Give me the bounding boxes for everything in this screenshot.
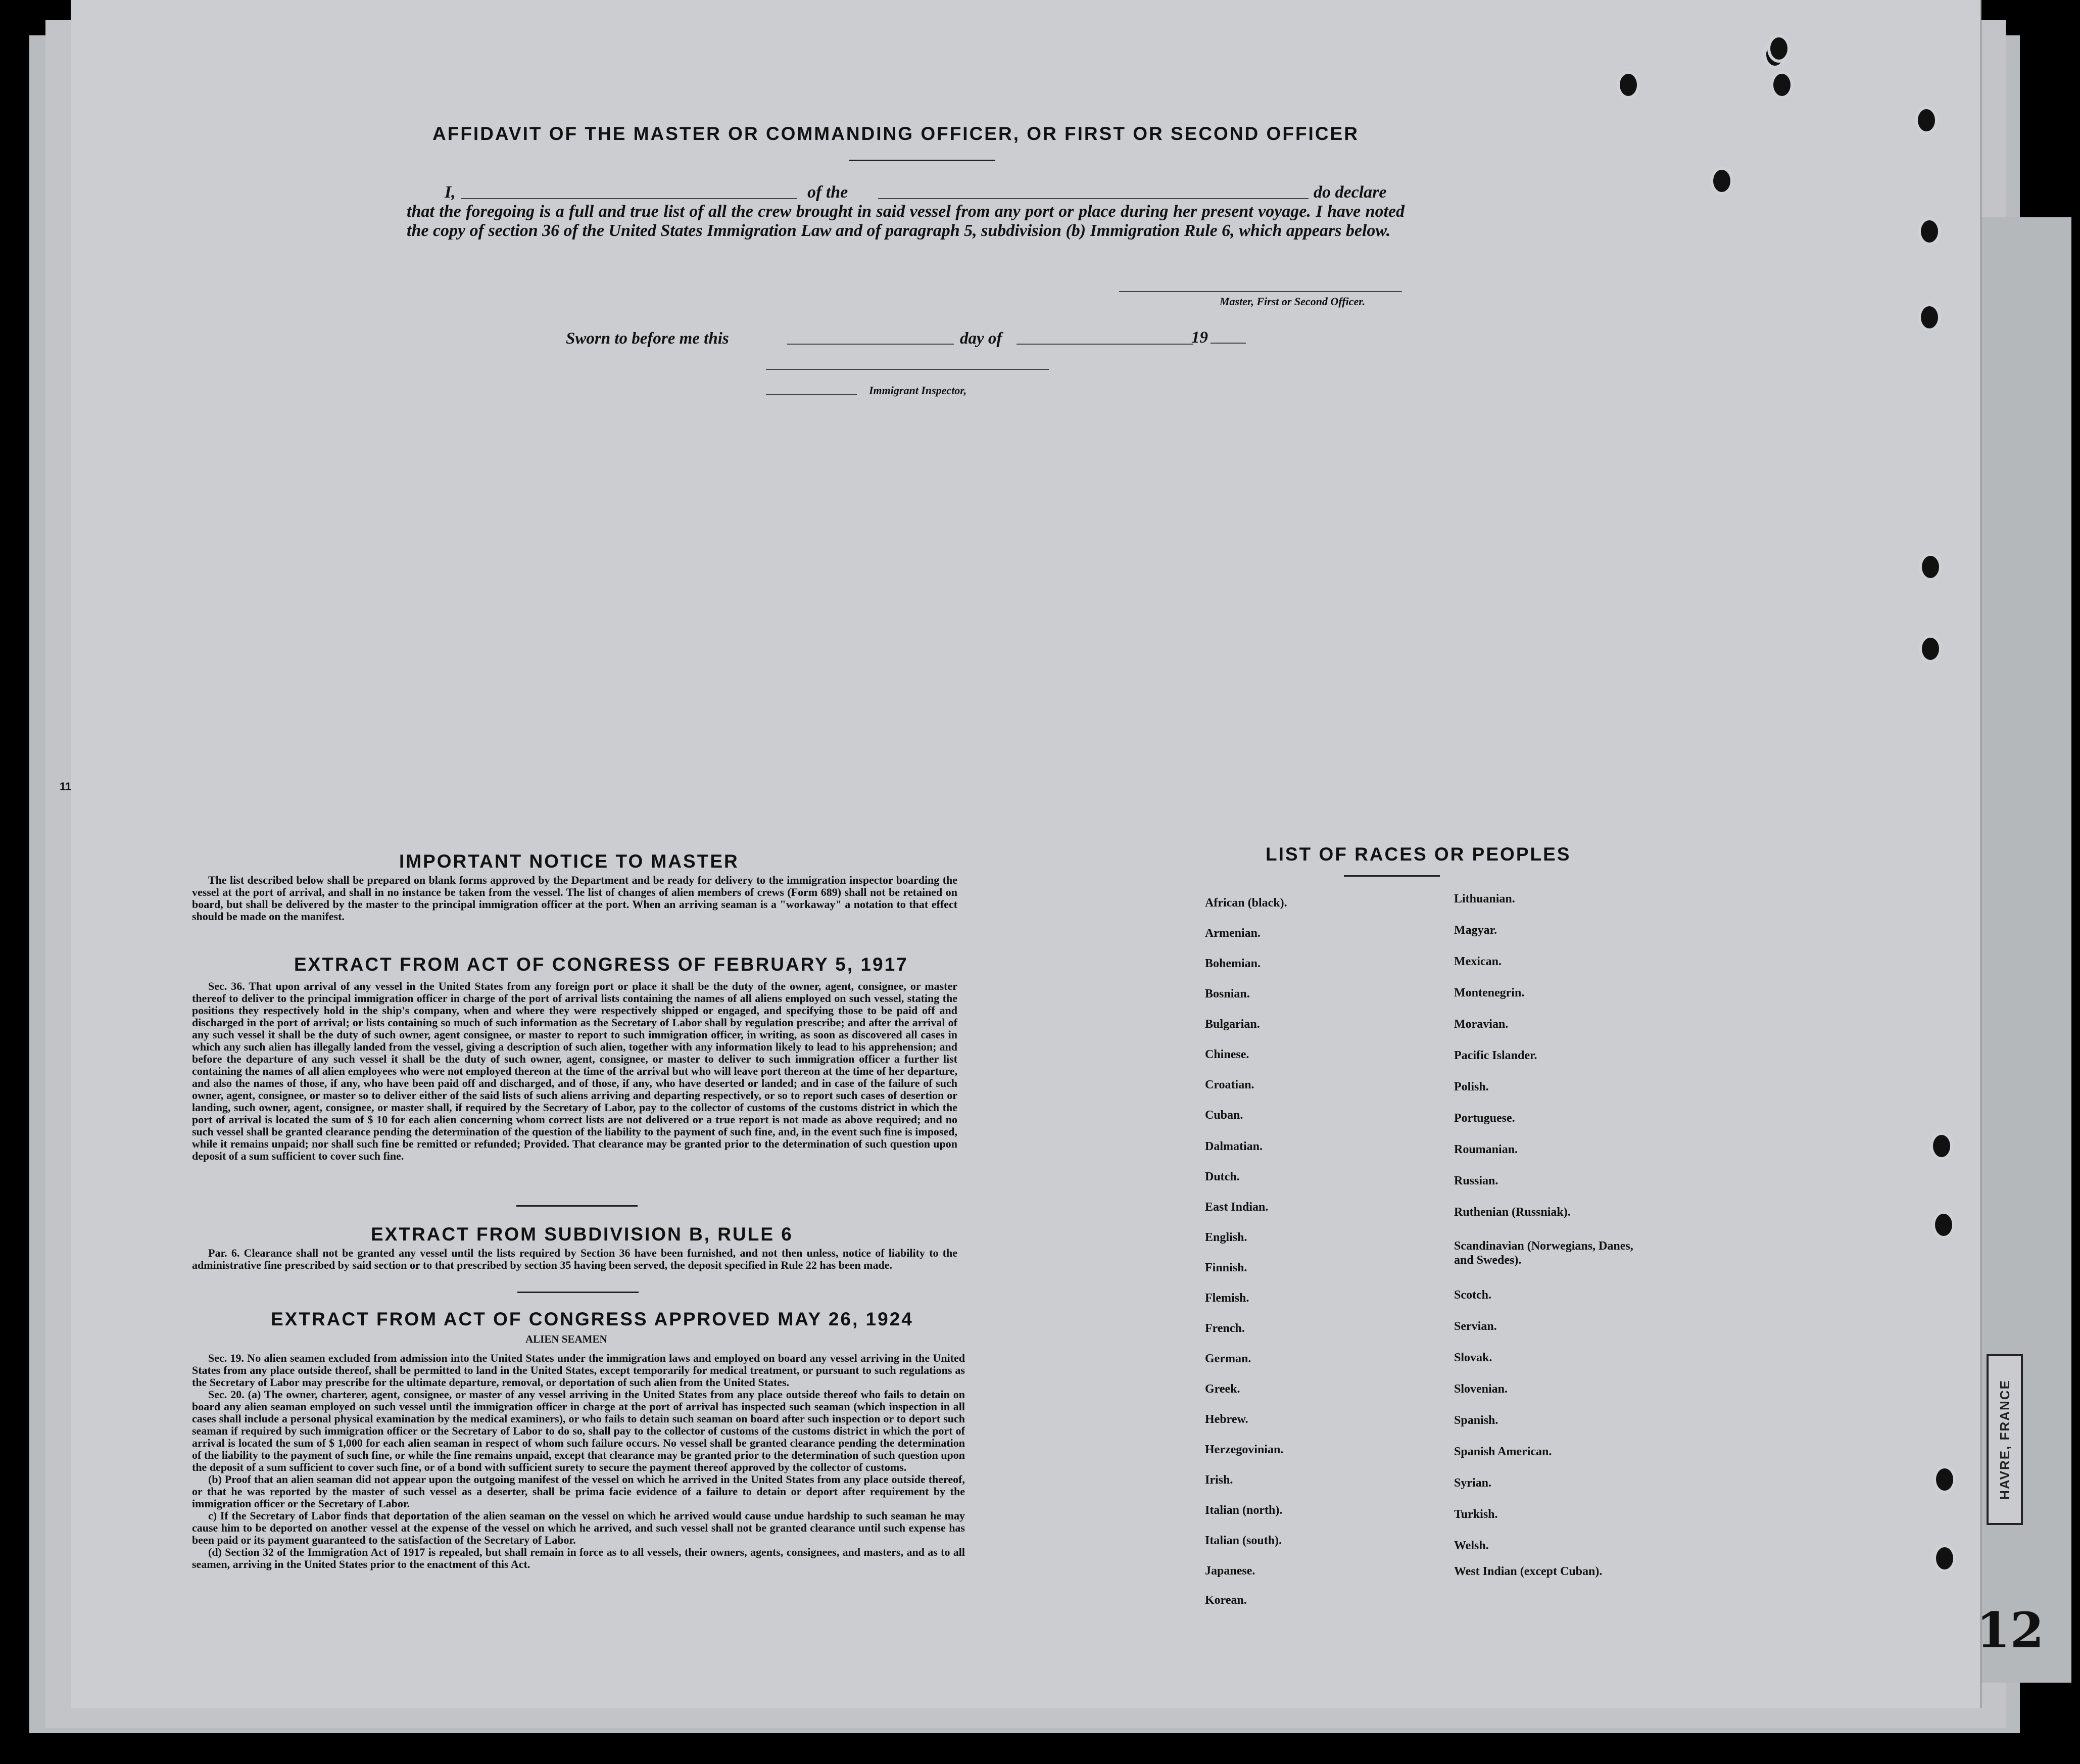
- month-blank: [1017, 344, 1193, 345]
- race-item: Servian.: [1454, 1320, 1497, 1333]
- race-item: Italian (south).: [1205, 1534, 1282, 1547]
- race-item: Portuguese.: [1454, 1112, 1515, 1125]
- section-19-paragraph: Sec. 19. No alien seamen excluded from admission into the United States under the immigration laws and employed on board any vessel arriving in the United States from any place outside thereof, shall be permitted to land in the United States, except temporarily for medical treatment, or pursuant to such regulations as the Secretary of Labor may prescribe for the ultimate departure, removal, or deportation of such alien from the United States.: [192, 1352, 965, 1389]
- affidavit-do-declare-label: do declare: [1314, 183, 1387, 202]
- punch-hole-icon: [1770, 71, 1794, 99]
- race-item: African (black).: [1205, 896, 1287, 910]
- section-20d-paragraph: (d) Section 32 of the Immigration Act of 1917 is repealed, but shall remain in force as to all vessels, their owners, agents, consignees, and masters, and as to all seamen, arriving in the United States prior to the enactment of this Act.: [192, 1546, 965, 1570]
- extract-1917-text: [192, 980, 957, 1162]
- year-prefix: 19: [1191, 328, 1208, 347]
- punch-hole-icon: [1918, 303, 1941, 331]
- race-item: Slovenian.: [1454, 1382, 1508, 1396]
- section-20b-paragraph: (b) Proof that an alien seaman did not appear upon the outgoing manifest of the vessel on which he arrived in the United States from any place outside thereof, or that he was reported by the master of such vessel as a deserter, shall be prima facie evidence of a failure to detain or deport after requirement by the immigration officer or the Secretary of Labor.: [192, 1473, 965, 1510]
- title-underline: [1344, 875, 1440, 877]
- race-item: Croatian.: [1205, 1078, 1254, 1091]
- section-divider: [516, 1205, 638, 1207]
- race-item: Chinese.: [1205, 1048, 1249, 1061]
- race-item: Finnish.: [1205, 1261, 1247, 1274]
- paragraph-6: Par. 6. Clearance shall not be granted any vessel until the lists required by Section 36 have been furnished, and not then unless, notice of liability to the administrative fine prescribed by said section or to that prescribed by section 35 having been served, the deposit specified in Rule 22 has been made.: [192, 1247, 957, 1271]
- race-item: Spanish American.: [1454, 1445, 1552, 1458]
- race-item: Italian (north).: [1205, 1504, 1283, 1517]
- inspector-line-short: [766, 394, 857, 395]
- race-item: Hebrew.: [1205, 1413, 1248, 1426]
- port-stamp-text: HAVRE, FRANCE: [1997, 1379, 2012, 1500]
- race-item: Mexican.: [1454, 955, 1502, 968]
- notice-title: IMPORTANT NOTICE TO MASTER: [399, 851, 739, 872]
- race-item: Dutch.: [1205, 1170, 1240, 1183]
- alien-seamen-subtitle: ALIEN SEAMEN: [525, 1333, 607, 1345]
- vessel-blank: [878, 198, 1309, 199]
- page-number: 12: [1976, 1602, 2044, 1659]
- signature-caption: Master, First or Second Officer.: [1220, 295, 1366, 308]
- race-item: Welsh.: [1454, 1539, 1489, 1552]
- race-item: Spanish.: [1454, 1414, 1498, 1427]
- punch-hole-icon: [1919, 635, 1942, 663]
- race-item: Slovak.: [1454, 1351, 1492, 1364]
- notice-paragraph: The list described below shall be prepared on blank forms approved by the Department and be ready for delivery to the immigration inspector boarding the vessel at the port of arrival, and shall in no instance be taken from the vessel. The list of changes of alien members of crews (Form 689) shall not be retained on board, but shall be delivered by the master to the principal immigration officer at the port. When an arriving seaman is a "workaway" a notation to that effect should be made on the manifest.: [192, 874, 957, 923]
- section-36-paragraph: Sec. 36. That upon arrival of any vessel in the United States from any foreign port or place it shall be the duty of the owner, agent, consignee, or master thereof to deliver to the principal immigration officer in charge of the port of arrival lists containing the names of all aliens employed on such vessel, stating the positions they respectively hold in the ship's company, when and where they were respectively shipped or engaged, and specifying those to be paid off and discharged in the port of arrival; or lists containing so much of such information as the Secretary of Labor shall by regulation prescribe; and after the arrival of any such vessel it shall be the duty of such owner, agent consignee, or master to report to such immigration officer, in writing, as soon as discovered all cases in which any such alien has illegally landed from the vessel, giving a description of such alien, together with any information likely to lead to his apprehension; and before the departure of any such vessel it shall be the duty of such owner, agent, consignee, or master to deliver to such immigration officer a further list containing the names of all alien employees who were not employed thereon at the time of the arrival but who will leave port thereon at the time of her departure, and also the names of those, if any, who have been paid off and discharged, and of those, if any, who have deserted or landed; and in case of the failure of such owner, agent, consignee, or master so to deliver either of the said lists of such aliens arriving and departing respectively, or so to report such cases of desertion or landing, such owner, agent, consignee, or master shall, if required by the Secretary of Labor, pay to the collector of customs of the customs district in which the port of arrival is located the sum of $ 10 for each alien concerning whom correct lists are not delivered or a true report is not made as above required; and no such vessel shall be granted clearance pending the determination of the question of the liability to the payment of such fine, and, in the event such fine is imposed, while it remains unpaid; nor shall such fine be remitted or refunded; Provided. That clearance may be granted prior to the determination of such question upon deposit of a sum sufficient to cover such fine.: [192, 980, 957, 1162]
- race-item: Scotch.: [1454, 1289, 1491, 1302]
- punch-hole-icon: [1617, 71, 1640, 99]
- race-item: Bosnian.: [1205, 987, 1250, 1000]
- race-item: Magyar.: [1454, 924, 1497, 937]
- race-item: Moravian.: [1454, 1018, 1509, 1031]
- sworn-day-blank: [787, 344, 954, 345]
- extract-rule6-text: [192, 1247, 957, 1271]
- extract-1924-title: EXTRACT FROM ACT OF CONGRESS APPROVED MAY 26, 1924: [271, 1309, 913, 1329]
- race-item: Irish.: [1205, 1473, 1233, 1487]
- race-item: Greek.: [1205, 1382, 1240, 1396]
- year-blank: [1211, 343, 1246, 344]
- race-item: Lithuanian.: [1454, 892, 1515, 905]
- affidavit-i-label: I,: [445, 183, 456, 202]
- race-item: Armenian.: [1205, 927, 1261, 940]
- race-item: Korean.: [1205, 1594, 1247, 1607]
- race-item: Flemish.: [1205, 1292, 1249, 1305]
- race-item: French.: [1205, 1322, 1245, 1335]
- port-stamp: [1987, 1354, 2023, 1525]
- affidavit-title: AFFIDAVIT OF THE MASTER OR COMMANDING OFFICER, OR FIRST OR SECOND OFFICER: [432, 123, 1359, 144]
- race-item: Cuban.: [1205, 1109, 1243, 1122]
- inspector-caption: Immigrant Inspector,: [869, 384, 967, 397]
- race-item: Herzegovinian.: [1205, 1443, 1284, 1456]
- race-item: East Indian.: [1205, 1201, 1269, 1214]
- affidavit-body: that the foregoing is a full and true list of all the crew brought in said vessel from any port or place during her present voyage. I have noted the copy of section 36 of the United States Immigration Law and of paragraph 5, subdivision (b) Immigration Rule 6, which appears below.: [407, 202, 1405, 240]
- punch-hole-icon: [1710, 167, 1733, 195]
- punch-hole-icon: [1933, 1544, 1956, 1572]
- extract-rule6-title: EXTRACT FROM SUBDIVISION B, RULE 6: [371, 1224, 793, 1245]
- extract-1917-title: EXTRACT FROM ACT OF CONGRESS OF FEBRUARY 5, 1917: [294, 954, 908, 975]
- race-item: Polish.: [1454, 1080, 1489, 1093]
- race-item: English.: [1205, 1231, 1247, 1244]
- extract-1924-text: [192, 1352, 965, 1570]
- punch-hole-icon: [1919, 553, 1942, 581]
- punch-hole-icon: [1915, 106, 1938, 134]
- left-tab-number: 11: [60, 780, 72, 793]
- race-item: Bulgarian.: [1205, 1018, 1260, 1031]
- notice-text: [192, 874, 957, 923]
- affidavit-of-the-label: of the: [807, 183, 848, 202]
- race-item: Ruthenian (Russniak).: [1454, 1206, 1571, 1219]
- race-item: Syrian.: [1454, 1476, 1492, 1490]
- race-item: Turkish.: [1454, 1508, 1498, 1521]
- punch-hole-icon: [1918, 217, 1941, 246]
- race-item: Roumanian.: [1454, 1143, 1518, 1156]
- signature-line: [1119, 291, 1402, 292]
- race-item: Bohemian.: [1205, 957, 1261, 970]
- name-blank: [461, 198, 797, 199]
- race-item: Scandinavian (Norwegians, Danes, and Swedes).: [1454, 1239, 1633, 1267]
- punch-hole-icon: [1933, 1465, 1956, 1494]
- races-title: LIST OF RACES OR PEOPLES: [1266, 844, 1571, 865]
- inspector-line: [766, 369, 1049, 370]
- race-item: Montenegrin.: [1454, 986, 1525, 999]
- race-item: Japanese.: [1205, 1564, 1255, 1578]
- race-item: German.: [1205, 1352, 1251, 1365]
- section-divider: [517, 1292, 639, 1293]
- sworn-label: Sworn to before me this: [566, 329, 729, 348]
- race-item: Dalmatian.: [1205, 1140, 1263, 1153]
- race-item: Pacific Islander.: [1454, 1049, 1537, 1062]
- title-underline: [849, 160, 995, 161]
- section-20c-paragraph: c) If the Secretary of Labor finds that deportation of the alien seaman on the vessel on which he arrived would cause undue hardship to such seaman he may cause him to be deported on another vessel at the expense of the vessel on which he arrived, and such vessel shall not be granted clearance until such expense has been paid or its payment guaranteed to the satisfaction of the Secretary of Labor.: [192, 1509, 965, 1546]
- day-of-label: day of: [960, 329, 1002, 348]
- section-20a-paragraph: Sec. 20. (a) The owner, charterer, agent, consignee, or master of any vessel arriving in the United States from any place outside thereof who fails to detain on board any alien seaman employed on such vessel until the immigration officer in charge at the port of arrival has inspected such seaman (which inspection in all cases shall include a personal physical examination by the medical examiners), or who fails to detain such seaman on board after such inspection or to deport such seaman if required by such immigration officer or the Secretary of Labor to do so, shall pay to the collector of customs of the customs district in which the port of arrival is located the sum of $ 1,000 for each alien seaman in respect of whom such failure occurs. No vessel shall be granted clearance pending the determination of the liability to the payment of such fine, or while the fine remains unpaid, except that clearance may be granted prior to the determination of such question upon the deposit of a sum sufficient to cover such fine, or of a bond with sufficient surety to secure the payment thereof approved by the collector of customs.: [192, 1388, 965, 1473]
- race-item: West Indian (except Cuban).: [1454, 1565, 1603, 1578]
- punch-hole-icon: [1932, 1211, 1955, 1239]
- punch-hole-icon: [1930, 1132, 1953, 1160]
- punch-hole-icon: [1767, 34, 1791, 63]
- race-item: Russian.: [1454, 1174, 1498, 1187]
